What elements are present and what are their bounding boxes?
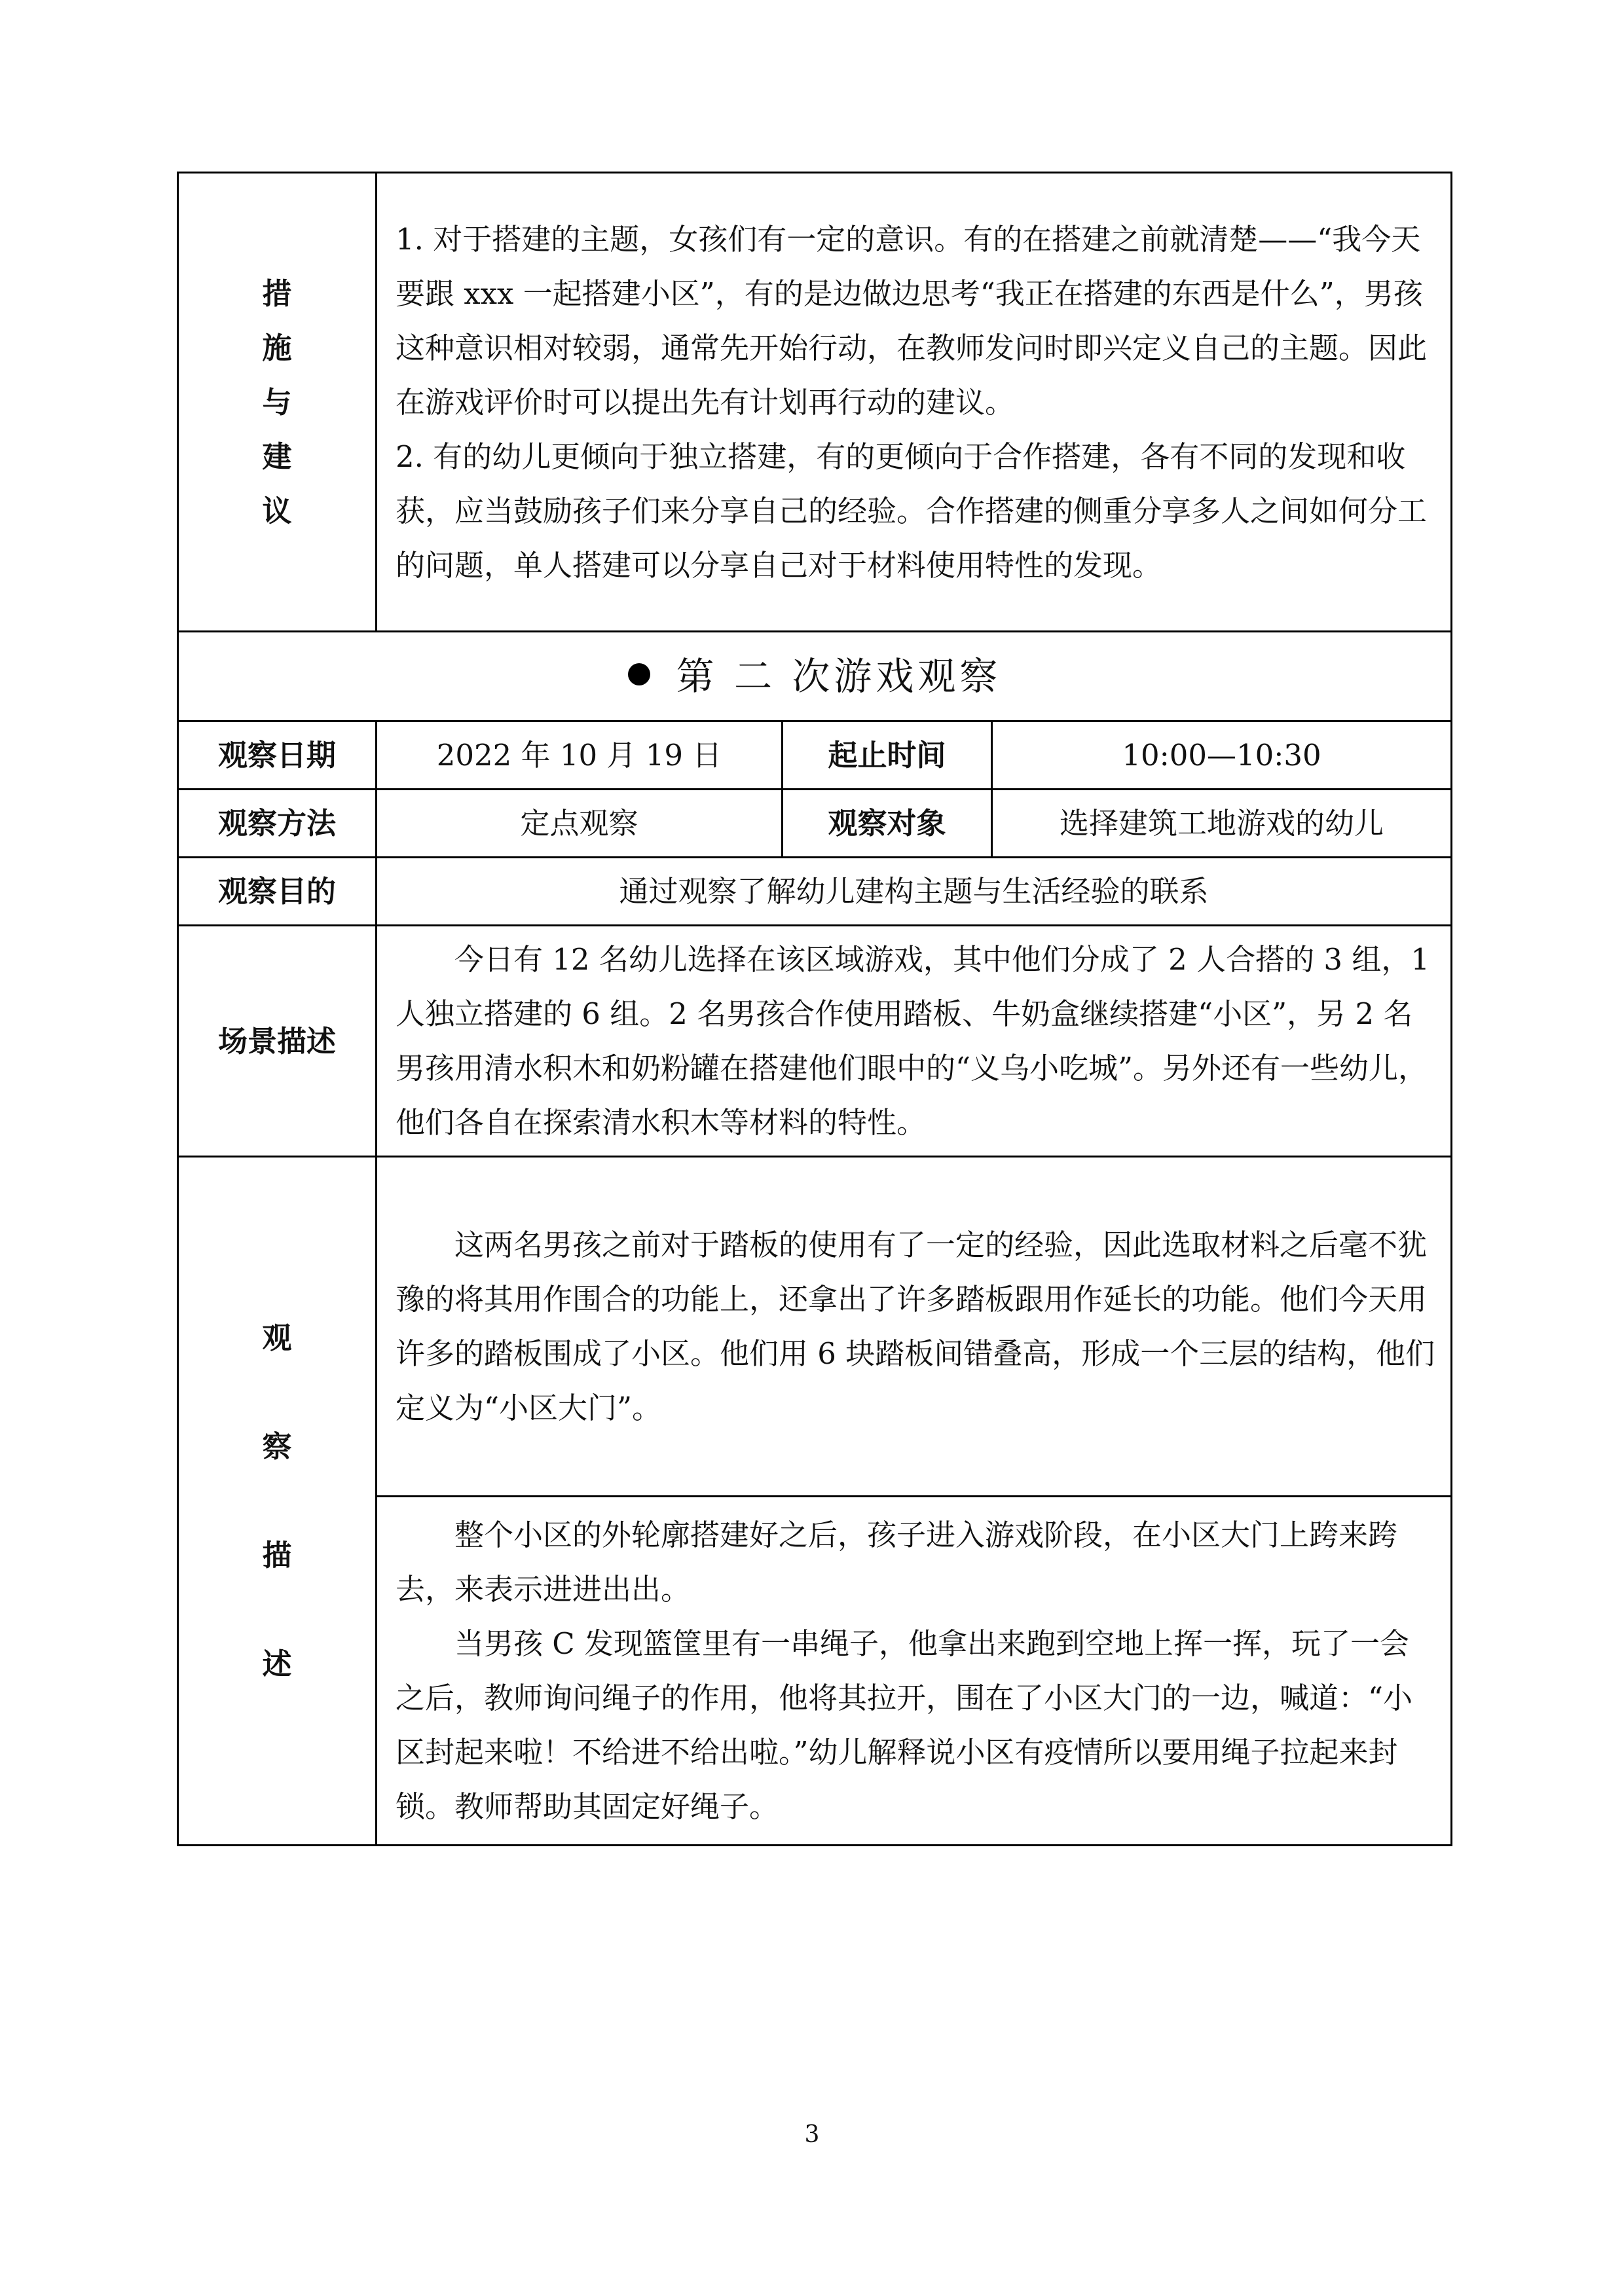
section-title	[178, 632, 1452, 721]
method-target-row	[178, 790, 1452, 858]
measures-label-char: 建	[262, 439, 292, 474]
scene-content	[377, 926, 1452, 1157]
observation-part-2	[377, 1497, 1452, 1846]
measures-paragraph-1: 1. 对于搭建的主题，女孩们有一定的意识。有的在搭建之前就清楚——“我今天要跟 xxx 一起搭建小区”，有的是边做边思考“我正在搭建的东西是什么”，男孩这种意识相对较弱，通常先开始行动，在教师发问时即兴定义自己的主题。因此在游戏评价时可以提出先有计划再行动的建议。	[396, 221, 1428, 420]
purpose-value: 通过观察了解幼儿建构主题与生活经验的联系	[377, 858, 1452, 926]
observation-label-char: 察	[262, 1429, 292, 1464]
measures-label-char: 议	[262, 493, 292, 528]
page-number: 3	[804, 2121, 820, 2148]
observation-paragraph-3: 当男孩 C 发现篮筐里有一串绳子，他拿出来跑到空地上挥一挥，玩了一会之后，教师询问绳子的作用，他将其拉开，围在了小区大门的一边，喊道：“小区封起来啦！不给进不给出啦。”幼儿解释说小区有疫情所以要用绳子拉起来封锁。教师帮助其固定好绳子。	[396, 1626, 1413, 1824]
measures-content	[377, 173, 1452, 632]
target-label: 观察对象	[783, 790, 992, 858]
measures-label-char: 与	[262, 384, 292, 420]
observation-row-1	[178, 1157, 1452, 1497]
measures-label	[178, 173, 377, 632]
observation-label	[178, 1157, 377, 1846]
measures-row	[178, 173, 1452, 632]
date-time-row	[178, 721, 1452, 790]
observation-part-1	[377, 1157, 1452, 1497]
date-label: 观察日期	[178, 721, 377, 790]
scene-row	[178, 926, 1452, 1157]
time-label: 起止时间	[783, 721, 992, 790]
measures-label-char: 施	[262, 330, 292, 365]
scene-paragraph: 今日有 12 名幼儿选择在该区域游戏，其中他们分成了 2 人合搭的 3 组，1 人独立搭建的 6 组。2 名男孩合作使用踏板、牛奶盒继续搭建“小区”，另 2 名男孩用清水积木和奶粉罐在搭建他们眼中的“义乌小吃城”。另外还有一些幼儿，他们各自在探索清水积木等材料的特性。	[396, 942, 1430, 1140]
purpose-label: 观察目的	[178, 858, 377, 926]
purpose-row	[178, 858, 1452, 926]
time-value: 10:00—10:30	[992, 721, 1452, 790]
scene-label: 场景描述	[178, 926, 377, 1157]
target-value: 选择建筑工地游戏的幼儿	[992, 790, 1452, 858]
date-value: 2022 年 10 月 19 日	[377, 721, 783, 790]
observation-label-char: 观	[262, 1320, 292, 1355]
observation-paragraph-1: 这两名男孩之前对于踏板的使用有了一定的经验，因此选取材料之后毫不犹豫的将其用作围合的功能上，还拿出了许多踏板跟用作延长的功能。他们今天用许多的踏板围成了小区。他们用 6 块踏板间错叠高，形成一个三层的结构，他们定义为“小区大门”。	[396, 1228, 1435, 1425]
measures-label-char: 措	[262, 276, 292, 311]
observation-label-char: 描	[262, 1537, 292, 1573]
observation-paragraph-2: 整个小区的外轮廓搭建好之后，孩子进入游戏阶段，在小区大门上跨来跨去，来表示进进出出。	[396, 1518, 1398, 1607]
observation-label-char: 述	[262, 1646, 292, 1681]
method-label: 观察方法	[178, 790, 377, 858]
bullet-dot-icon	[628, 663, 650, 685]
measures-paragraph-2: 2. 有的幼儿更倾向于独立搭建，有的更倾向于合作搭建，各有不同的发现和收获，应当鼓励孩子们来分享自己的经验。合作搭建的侧重分享多人之间如何分工的问题，单人搭建可以分享自己对于材料使用特性的发现。	[396, 439, 1428, 583]
method-value: 定点观察	[377, 790, 783, 858]
section-title-text: 第 二 次游戏观察	[676, 653, 1002, 699]
section-title-row	[178, 632, 1452, 721]
observation-record-table	[177, 172, 1452, 1846]
